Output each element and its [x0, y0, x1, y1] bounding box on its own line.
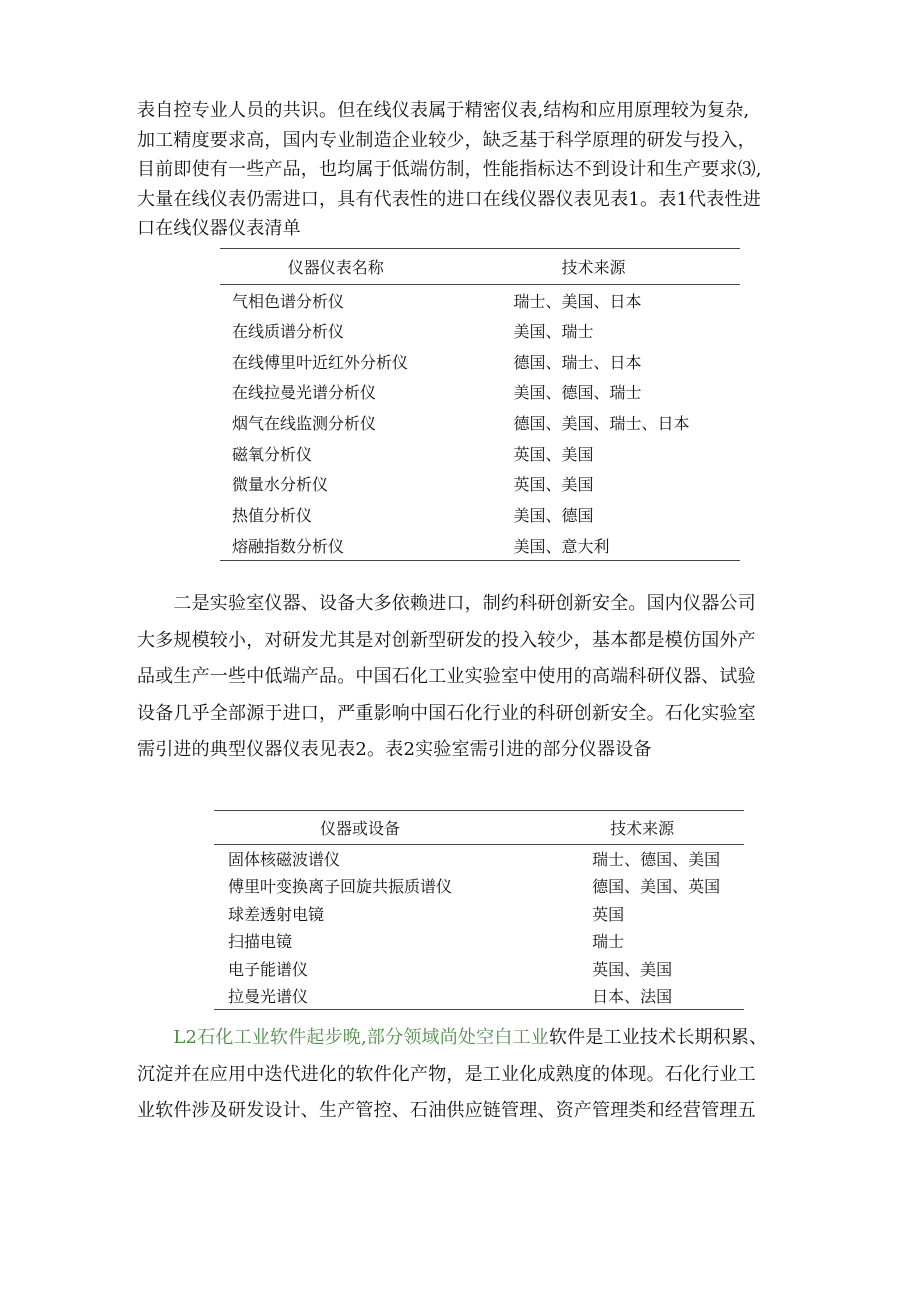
equipment-name: 固体核磁波谱仪 [228, 850, 341, 869]
technology-source: 英国、美国 [592, 959, 673, 979]
table-online-instruments [220, 248, 740, 561]
paragraph-line: 大多规模较小，对研发尤其是对创新型研发的投入较少，基本都是模仿国外产 [137, 629, 756, 651]
table-header-row [220, 249, 740, 285]
instrument-name: 气相色谱分析仪 [232, 291, 345, 311]
paragraph-line: 二是实验室仪器、设备大多依赖进口，制约科研创新安全。国内仪器公司 [137, 593, 756, 614]
instrument-name: 磁氧分析仪 [232, 444, 313, 464]
technology-source: 瑞士 [592, 932, 625, 952]
equipment-name: 电子能谱仪 [228, 959, 309, 979]
table-row [220, 315, 740, 346]
equipment-name: 球差透射电镜 [228, 904, 325, 924]
column-header-source: 技术来源 [610, 819, 675, 838]
technology-source: 美国、瑞士 [513, 322, 594, 342]
equipment-name: 扫描电镜 [228, 932, 293, 952]
column-header-instrument: 仪器仪表名称 [287, 258, 384, 277]
technology-source: 瑞士、美国、日本 [513, 291, 642, 311]
paragraph-first-line [137, 1020, 847, 1057]
instrument-name: 热值分析仪 [232, 506, 313, 526]
table-row [220, 438, 740, 469]
instrument-name: 烟气在线监测分析仪 [232, 414, 377, 434]
table-row [214, 982, 744, 1010]
paragraph-line: 目前即使有一些产品，也均属于低端仿制，性能指标达不到设计和生产要求⑶, [137, 159, 762, 180]
technology-source: 英国、美国 [513, 475, 594, 495]
paragraph-text: 软件是工业技术长期积累、 [548, 1027, 768, 1048]
technology-source: 德国、美国、英国 [592, 877, 721, 897]
paragraph-1 [137, 96, 827, 244]
section-heading: L2石化工业软件起步晚,部分领域尚处空白工业 [137, 1027, 549, 1048]
table-row [220, 285, 740, 316]
table-row [214, 872, 744, 900]
table-row [220, 499, 740, 530]
table-row [214, 900, 744, 928]
column-header-equipment: 仪器或设备 [320, 819, 401, 838]
paragraph-line: 大量在线仪表仍需进口，具有代表性的进口在线仪器仪表见表1。表1代表性进 [137, 188, 761, 210]
column-header-source: 技术来源 [561, 258, 626, 277]
paragraph-line: 需引进的典型仪器仪表见表2。表2实验室需引进的部分仪器设备 [137, 739, 652, 760]
table-row [220, 469, 740, 500]
table-row [220, 346, 740, 377]
table-row [214, 955, 744, 983]
technology-source: 德国、美国、瑞士、日本 [513, 414, 690, 434]
equipment-name: 傅里叶变换离子回旋共振质谱仪 [228, 877, 453, 897]
paragraph-line: 表自控专业人员的共识。但在线仪表属于精密仪表,结构和应用原理较为复杂, [137, 100, 750, 121]
paragraph-line: 业软件涉及研发设计、生产管控、石油供应链管理、资产管理类和经营管理五 [137, 1100, 756, 1121]
technology-source: 美国、德国 [513, 506, 594, 526]
technology-source: 英国 [592, 904, 625, 924]
technology-source: 日本、法国 [576, 982, 744, 1010]
technology-source: 德国、瑞士、日本 [513, 352, 642, 372]
technology-source: 瑞士、德国、美国 [592, 850, 721, 869]
instrument-name: 在线傅里叶近红外分析仪 [232, 352, 409, 372]
technology-source: 美国、意大利 [500, 530, 741, 561]
paragraph-line: 品或生产一些中低端产品。中国石化工业实验室中使用的高端科研仪器、试验 [137, 666, 756, 687]
instrument-name: 在线拉曼光谱分析仪 [232, 383, 377, 403]
table-row [220, 530, 740, 561]
paragraph-3 [137, 1020, 847, 1130]
paragraph-line: 加工精度要求高，国内专业制造企业较少，缺乏基于科学原理的研发与投入， [137, 129, 756, 151]
table-header-row [214, 811, 744, 845]
technology-source: 英国、美国 [513, 444, 594, 464]
paragraph-2 [137, 586, 837, 769]
table-row [214, 845, 744, 873]
equipment-name: 拉曼光谱仪 [214, 982, 576, 1010]
table-row [214, 927, 744, 955]
instrument-name: 微量水分析仪 [232, 475, 329, 495]
instrument-name: 熔融指数分析仪 [220, 530, 500, 561]
instrument-name: 在线质谱分析仪 [232, 322, 345, 342]
table-lab-equipment [214, 810, 744, 1010]
paragraph-line: 沉淀并在应用中迭代进化的软件化产物，是工业化成熟度的体现。石化行业工 [137, 1063, 756, 1085]
technology-source: 美国、德国、瑞士 [513, 383, 642, 403]
paragraph-line: 设备几乎全部源于进口，严重影响中国石化行业的科研创新安全。石化实验室 [137, 702, 756, 724]
table-row [220, 377, 740, 408]
paragraph-line: 口在线仪器仪表清单 [137, 218, 301, 239]
table-row [220, 407, 740, 438]
